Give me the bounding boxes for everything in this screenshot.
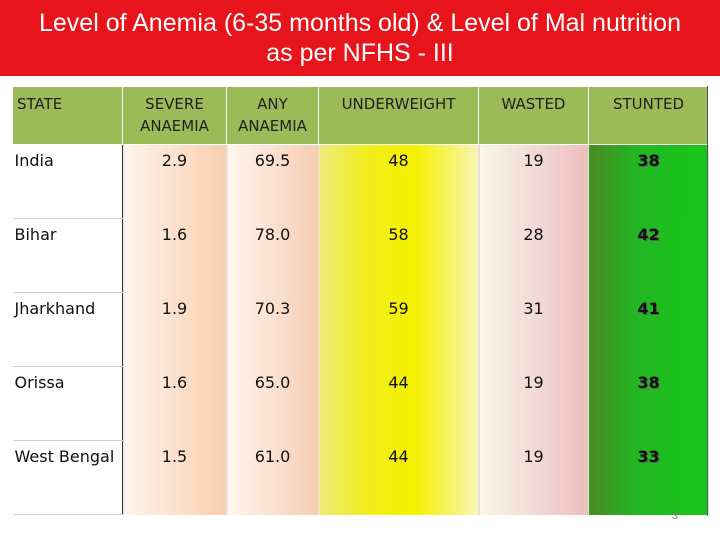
cell-stunted: 38 — [589, 145, 709, 219]
cell-wasted: 19 — [479, 367, 589, 441]
table-row — [13, 441, 709, 515]
cell-underweight: 59 — [319, 293, 479, 367]
slide-title-line-2: as per NFHS - III — [266, 39, 454, 67]
cell-severe-anaemia: 1.9 — [123, 293, 227, 367]
column-header-wasted: WASTED — [479, 87, 589, 145]
cell-any-anaemia: 61.0 — [227, 441, 319, 515]
header-row — [13, 87, 709, 145]
cell-underweight: 48 — [319, 145, 479, 219]
table-row — [13, 293, 709, 367]
title-bar — [0, 0, 720, 76]
cell-wasted: 19 — [479, 441, 589, 515]
cell-stunted: 41 — [589, 293, 709, 367]
column-header-any-anaemia: ANY ANAEMIA — [227, 87, 319, 145]
table-row — [13, 145, 709, 219]
cell-state: India — [13, 145, 123, 219]
cell-severe-anaemia: 1.6 — [123, 219, 227, 293]
cell-state: West Bengal — [13, 441, 123, 515]
cell-stunted: 42 — [589, 219, 709, 293]
cell-any-anaemia: 69.5 — [227, 145, 319, 219]
cell-state: Orissa — [13, 367, 123, 441]
cell-state: Jharkhand — [13, 293, 123, 367]
cell-underweight: 44 — [319, 441, 479, 515]
cell-any-anaemia: 70.3 — [227, 293, 319, 367]
cell-state: Bihar — [13, 219, 123, 293]
cell-any-anaemia: 65.0 — [227, 367, 319, 441]
table-row — [13, 367, 709, 441]
cell-underweight: 58 — [319, 219, 479, 293]
column-header-underweight: UNDERWEIGHT — [319, 87, 479, 145]
data-table — [12, 86, 709, 515]
cell-wasted: 31 — [479, 293, 589, 367]
column-header-state: STATE — [13, 87, 123, 145]
cell-any-anaemia: 78.0 — [227, 219, 319, 293]
cell-underweight: 44 — [319, 367, 479, 441]
slide-title-line-1: Level of Anemia (6-35 months old) & Level of Mal nutrition — [38, 9, 681, 37]
cell-severe-anaemia: 1.5 — [123, 441, 227, 515]
cell-severe-anaemia: 2.9 — [123, 145, 227, 219]
cell-wasted: 28 — [479, 219, 589, 293]
column-header-stunted: STUNTED — [589, 87, 709, 145]
cell-stunted: 33 — [589, 441, 709, 515]
cell-severe-anaemia: 1.6 — [123, 367, 227, 441]
cell-stunted: 38 — [589, 367, 709, 441]
cell-wasted: 19 — [479, 145, 589, 219]
table-right-border — [707, 86, 708, 516]
page-number: 3 — [671, 510, 678, 522]
column-header-severe-anaemia: SEVERE ANAEMIA — [123, 87, 227, 145]
table-row — [13, 219, 709, 293]
